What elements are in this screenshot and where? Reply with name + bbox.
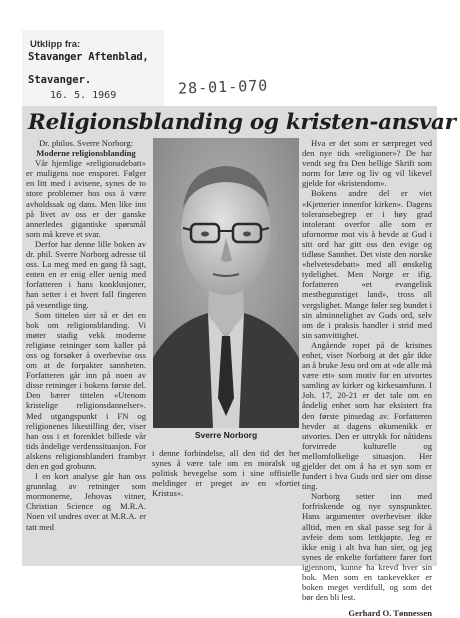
- article-column-left: [26, 138, 146, 532]
- article-paragraph: Hva er det som er særpreget ved den nye tids «religioner»? De har vendt seg fra Den hellige Skrift som norm for lære og liv og vil likevel gjelde for «kristendom».: [302, 138, 432, 189]
- article-byline: Dr. philos. Sverre Norborg:: [38, 138, 134, 148]
- newspaper-clipping: [22, 106, 456, 618]
- handwritten-date: 28-01-070: [177, 76, 269, 98]
- article-paragraph: Bokens andre del er viet «Kjetterier innenfor kirken». Dagens toleransebegrep er i høy grad intolerant overfor alle som er ufornorme mot vis å hevde at Gud i sitt ord har gitt oss den evige og tidløse Sannhet. Det viste den norske «helvetesdebatt» med all ønskelig tydelighet. Men Norge er ifig. forfatteren «et evangelisk mestbegunstiget land», tross all vergslighet. Mange føler seg bundet i sin alminnelighet av Guds ord, selv om de i praksis handler i strid med sin samvittighet.: [302, 188, 432, 340]
- portrait-image: [153, 138, 299, 428]
- article-paragraph: I en kort analyse går han oss grunnlag av retninger som mormonerne, Jehovas vitner, Christian Science og M.R.A. Noen vil undres over at M.R.A. er tatt med: [26, 471, 146, 532]
- photo-caption: Sverre Norborg: [194, 430, 258, 440]
- article-paragraph: Angående ropet på de kristnes enhet, viser Norborg at det går ikke an å bruke Jesu ord om at «de alle må være ett» som motiv for en utvortes samling av kirker og kirkesamfunn. I Joh. 17, 20-21 er det tale om en åndelig enhet som har eksistert fra den første pinsedag av. Forfatteren hevder at dagens økumenikk er utvortes. Den er uttrykk for nåtidens forvirrede kulturelle og mellomfolkelige situasjon. Her gjelder det om å ha et syn som er fundert i hva Guds ord sier om disse ting.: [302, 339, 432, 492]
- clipping-stamp: [22, 30, 164, 110]
- stamp-city: Stavanger.: [28, 74, 92, 86]
- stamp-paper: Stavanger Aftenblad,: [28, 51, 149, 63]
- article-paragraph: i denne forbindelse, all den tid det her synes å være tale om en moralsk og politisk bevegelse som i sine offisielle meldinger er preget av en «fortiet Kristus».: [152, 448, 300, 499]
- article-column-right: [302, 138, 432, 618]
- article-paragraph: Vår hjemlige «religionadebatt» er muligens noe ensporet. Følger en litt med i avisene, synes de to store problemer hos oss å være avholdssak og dans. Men like inn på livet av oss er der ganske annerledes gigantiske spørsmål som må kreve et svar.: [26, 158, 146, 239]
- article-subhead: Moderne religionsblanding: [36, 148, 136, 159]
- author-portrait-photo: [153, 138, 299, 428]
- article-headline: Religionsblanding og kristen-ansvar: [28, 110, 456, 135]
- stamp-date: 16. 5. 1969: [50, 90, 117, 101]
- article-signature: Gerhard O. Tønnessen: [348, 608, 432, 618]
- stamp-label: Utklipp fra:: [30, 39, 81, 50]
- article-column-middle: [152, 448, 300, 498]
- article-paragraph: Derfor har denne lille boken av dr. phil. Sverre Norborg adresse til oss. La meg med en gang få sagt, enten en er enig eller uenig med forfatteren i hans konklusjoner, han setter i et hvert fall fingeren på vesentlige ting.: [26, 238, 146, 310]
- article-paragraph: Som tittelen sier så er det en bok om religionsblanding. Vi møter stadig vekk moderne religiøse retninger som kaller på oss og forsøker å overbevise oss om at de forpakter sannheten. Forfatteren går inn på noen av disse retninger i bokens første del. Den bærer tittelen «Utenom kristelige religionsdannelser». Med utgangspunkt i FN og religionenes likestilling der, viser han oss i et forenklet billede vår tids åndelige verdenssituasjon. For alskens religionsblanderi frambyr den en god grobunn.: [26, 309, 146, 471]
- article-paragraph: Norborg setter inn med forfriskende og nye synspunkter. Hans argumenter overbeviser ikke alltid, men en skal passe seg for å avfeie dem som lettkjøpte. Jeg er ikke enig i alt hva han sier, og jeg synes de enkelte forfattere farer fort igjennom, kunne ha krevd hver sin bok. Men som en tankevekker er boken meget verdifull, og som det bør den bli lest.: [302, 491, 432, 603]
